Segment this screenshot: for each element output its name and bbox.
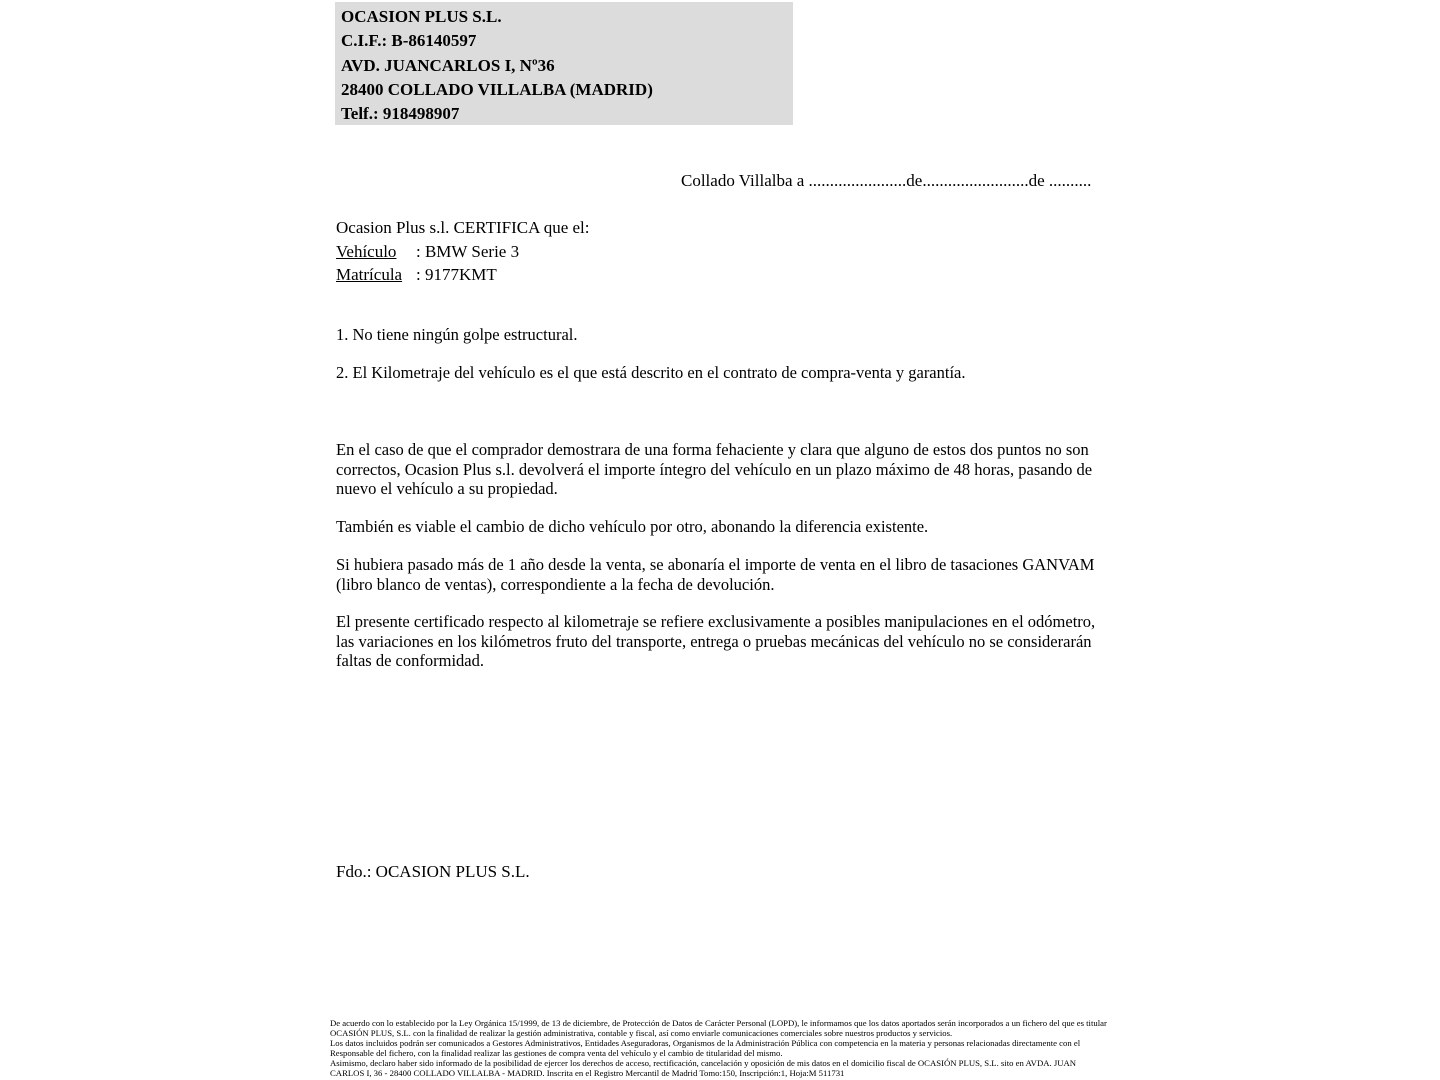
plate-label: Matrícula (336, 265, 403, 284)
company-cif: C.I.F.: B-86140597 (341, 31, 477, 51)
vehicle-label: Vehículo (336, 241, 397, 261)
vehicle-value: : BMW Serie 3 (416, 241, 520, 261)
certification-block (336, 216, 590, 287)
legal-line: Responsable del fichero, con la finalidad realizar las gestiones de compra venta del vehículo y el cambio de titularidad del mismo. (330, 1047, 783, 1058)
point-mileage: 2. El Kilometraje del vehículo es el que está descrito en el contrato de compra-venta y garantía. (336, 363, 966, 382)
company-name: OCASION PLUS S.L. (341, 7, 502, 26)
legal-line: Asimismo, declaro haber sido informado de la posibilidad de ejercer los derechos de acceso, rectificación, cancelación y oposición de mis datos en el domicilio fiscal de OCASIÓN PLUS, S.L. sito en AVDA. JUAN (330, 1057, 1077, 1068)
legal-line: De acuerdo con lo establecido por la Ley Orgánica 15/1999, de 13 de diciembre, de Protección de Datos de Carácter Personal (LOPD), le informamos que los datos aportados serán incorporados a un fichero del que es titular (330, 1018, 1107, 1028)
paragraph-ganvam: Si hubiera pasado más de 1 año desde la venta, se abonaría el importe de venta en el libro de tasaciones GANVAM (libro blanco de ventas), correspondiente a la fecha de devolución. (336, 555, 1095, 594)
date-line: Collado Villalba a .......................de.........................de .......... (681, 171, 1092, 190)
vehicle-label-wrap (336, 240, 416, 264)
paragraph-exchange: También es viable el cambio de dicho vehículo por otro, abonando la diferencia existente. (336, 516, 929, 536)
company-city: 28400 COLLADO VILLALBA (MADRID) (341, 79, 653, 99)
legal-footer (330, 1019, 1107, 1078)
legal-line: Los datos incluidos podrán ser comunicados a Gestores Administrativos, Entidades Aseguradoras, Organismos de la Administración Pública con competencia en la materia y personas relacionadas directamente con el (330, 1037, 1081, 1048)
plate-label-wrap (336, 263, 416, 287)
plate-field (336, 263, 590, 287)
paragraph-refund: En el caso de que el comprador demostrara de una forma fehaciente y clara que alguno de estos dos puntos no son correctos, Ocasion Plus s.l. devolverá el importe íntegro del vehículo en un plazo máximo de 48 horas, pasando de nuevo el vehículo a su propiedad. (336, 440, 1093, 498)
company-address: AVD. JUANCARLOS I, Nº36 (341, 55, 555, 75)
legal-line: OCASIÓN PLUS, S.L. con la finalidad de realizar la gestión administrativa, contable y fiscal, así como enviarle comunicaciones comerciales sobre nuestros productos y servicios. (330, 1027, 953, 1038)
body-paragraphs (336, 440, 1102, 671)
certification-intro: Ocasion Plus s.l. CERTIFICA que el: (336, 218, 590, 237)
legal-line: CARLOS I, 36 - 28400 COLLADO VILLALBA - MADRID. Inscrita en el Registro Mercantil de Madrid Tomo:150, Inscripción:1, Hoja:M 511731 (330, 1067, 845, 1078)
point-no-structural-damage: 1. No tiene ningún golpe estructural. (336, 325, 578, 344)
company-phone: Telf.: 918498907 (341, 104, 460, 124)
signature-line: Fdo.: OCASION PLUS S.L. (336, 862, 530, 881)
plate-value: : 9177KMT (416, 265, 497, 284)
paragraph-odometer: El presente certificado respecto al kilometraje se refiere exclusivamente a posibles manipulaciones en el odómetro, las variaciones en los kilómetros fruto del transporte, entrega o pruebas mecánicas del vehículo no se considerarán faltas de conformidad. (336, 612, 1096, 670)
letterhead-box (335, 2, 793, 125)
vehicle-field (336, 240, 590, 264)
